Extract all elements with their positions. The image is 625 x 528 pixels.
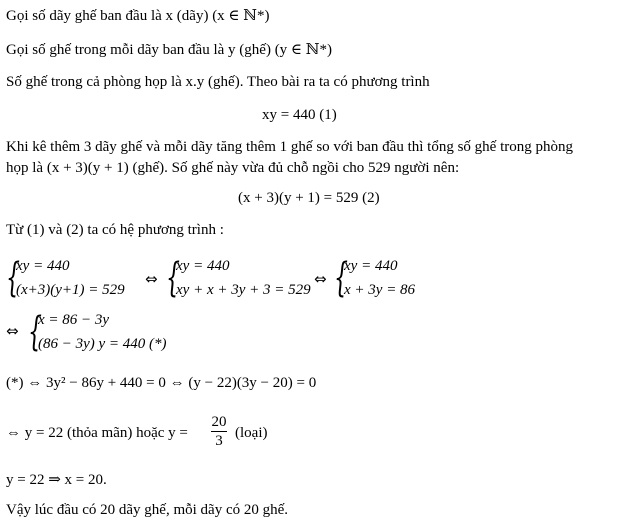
text-line-1: Gọi số dãy ghế ban đầu là x (dãy) (x ∈ ℕ*) [6, 8, 270, 24]
solution-text: ⇔ y = 22 (thỏa mãn) hoặc y = [6, 425, 188, 441]
system-b-row-1: xy = 440 [176, 258, 230, 274]
brace-icon: { [6, 255, 20, 301]
text-line-4: Khi kê thêm 3 dãy ghế và mỗi dãy tăng thêm 1 ghế so với ban đầu thì tổng số ghế trong phòng [6, 139, 574, 155]
fraction [211, 413, 227, 450]
equivalence-icon: ⇔ [145, 270, 158, 288]
system2-row-1: x = 86 − 3y [38, 312, 110, 328]
system-a-row-2: (x+3)(y+1) = 529 [16, 282, 125, 298]
system-c-row-2: x + 3y = 86 [344, 282, 416, 298]
system2-row-2: (86 − 3y) y = 440 (*) [38, 336, 167, 352]
equation-2: (x + 3)(y + 1) = 529 (2) [238, 190, 380, 206]
text-line-3: Số ghế trong cả phòng họp là x.y (ghế). Theo bài ra ta có phương trình [6, 74, 430, 90]
brace-icon: { [334, 255, 348, 301]
brace-icon: { [166, 255, 180, 301]
equation-1: xy = 440 (1) [262, 107, 337, 123]
text-line-2: Gọi số ghế trong mỗi dãy ban đầu là y (ghế) (y ∈ ℕ*) [6, 42, 332, 58]
text-line-5: họp là (x + 3)(y + 1) (ghế). Số ghế này vừa đủ chỗ ngồi cho 529 người nên: [6, 160, 460, 176]
brace-icon: { [28, 309, 42, 355]
star-equation-line: (*) ⇔ 3y² − 86y + 440 = 0 ⇔ (y − 22)(3y − 20) = 0 [6, 375, 317, 391]
equivalence-icon: ⇔ [6, 322, 19, 340]
equation-system-1 [6, 256, 616, 306]
system-c-row-1: xy = 440 [344, 258, 398, 274]
system-b-row-2: xy + x + 3y + 3 = 529 [176, 282, 311, 298]
solution-rejected-label: (loại) [235, 425, 268, 441]
text-line-9: y = 22 ⇒ x = 20. [6, 472, 107, 488]
text-line-6: Từ (1) và (2) ta có hệ phương trình : [6, 222, 224, 238]
text-line-10: Vậy lúc đầu có 20 dãy ghế, mỗi dãy có 20 ghế. [6, 502, 289, 518]
fraction-denominator: 3 [215, 433, 223, 449]
fraction-numerator: 20 [211, 414, 227, 430]
equivalence-icon: ⇔ [314, 270, 327, 288]
system-a-row-1: xy = 440 [16, 258, 70, 274]
solution-line [6, 425, 188, 442]
equation-system-2 [6, 310, 306, 360]
